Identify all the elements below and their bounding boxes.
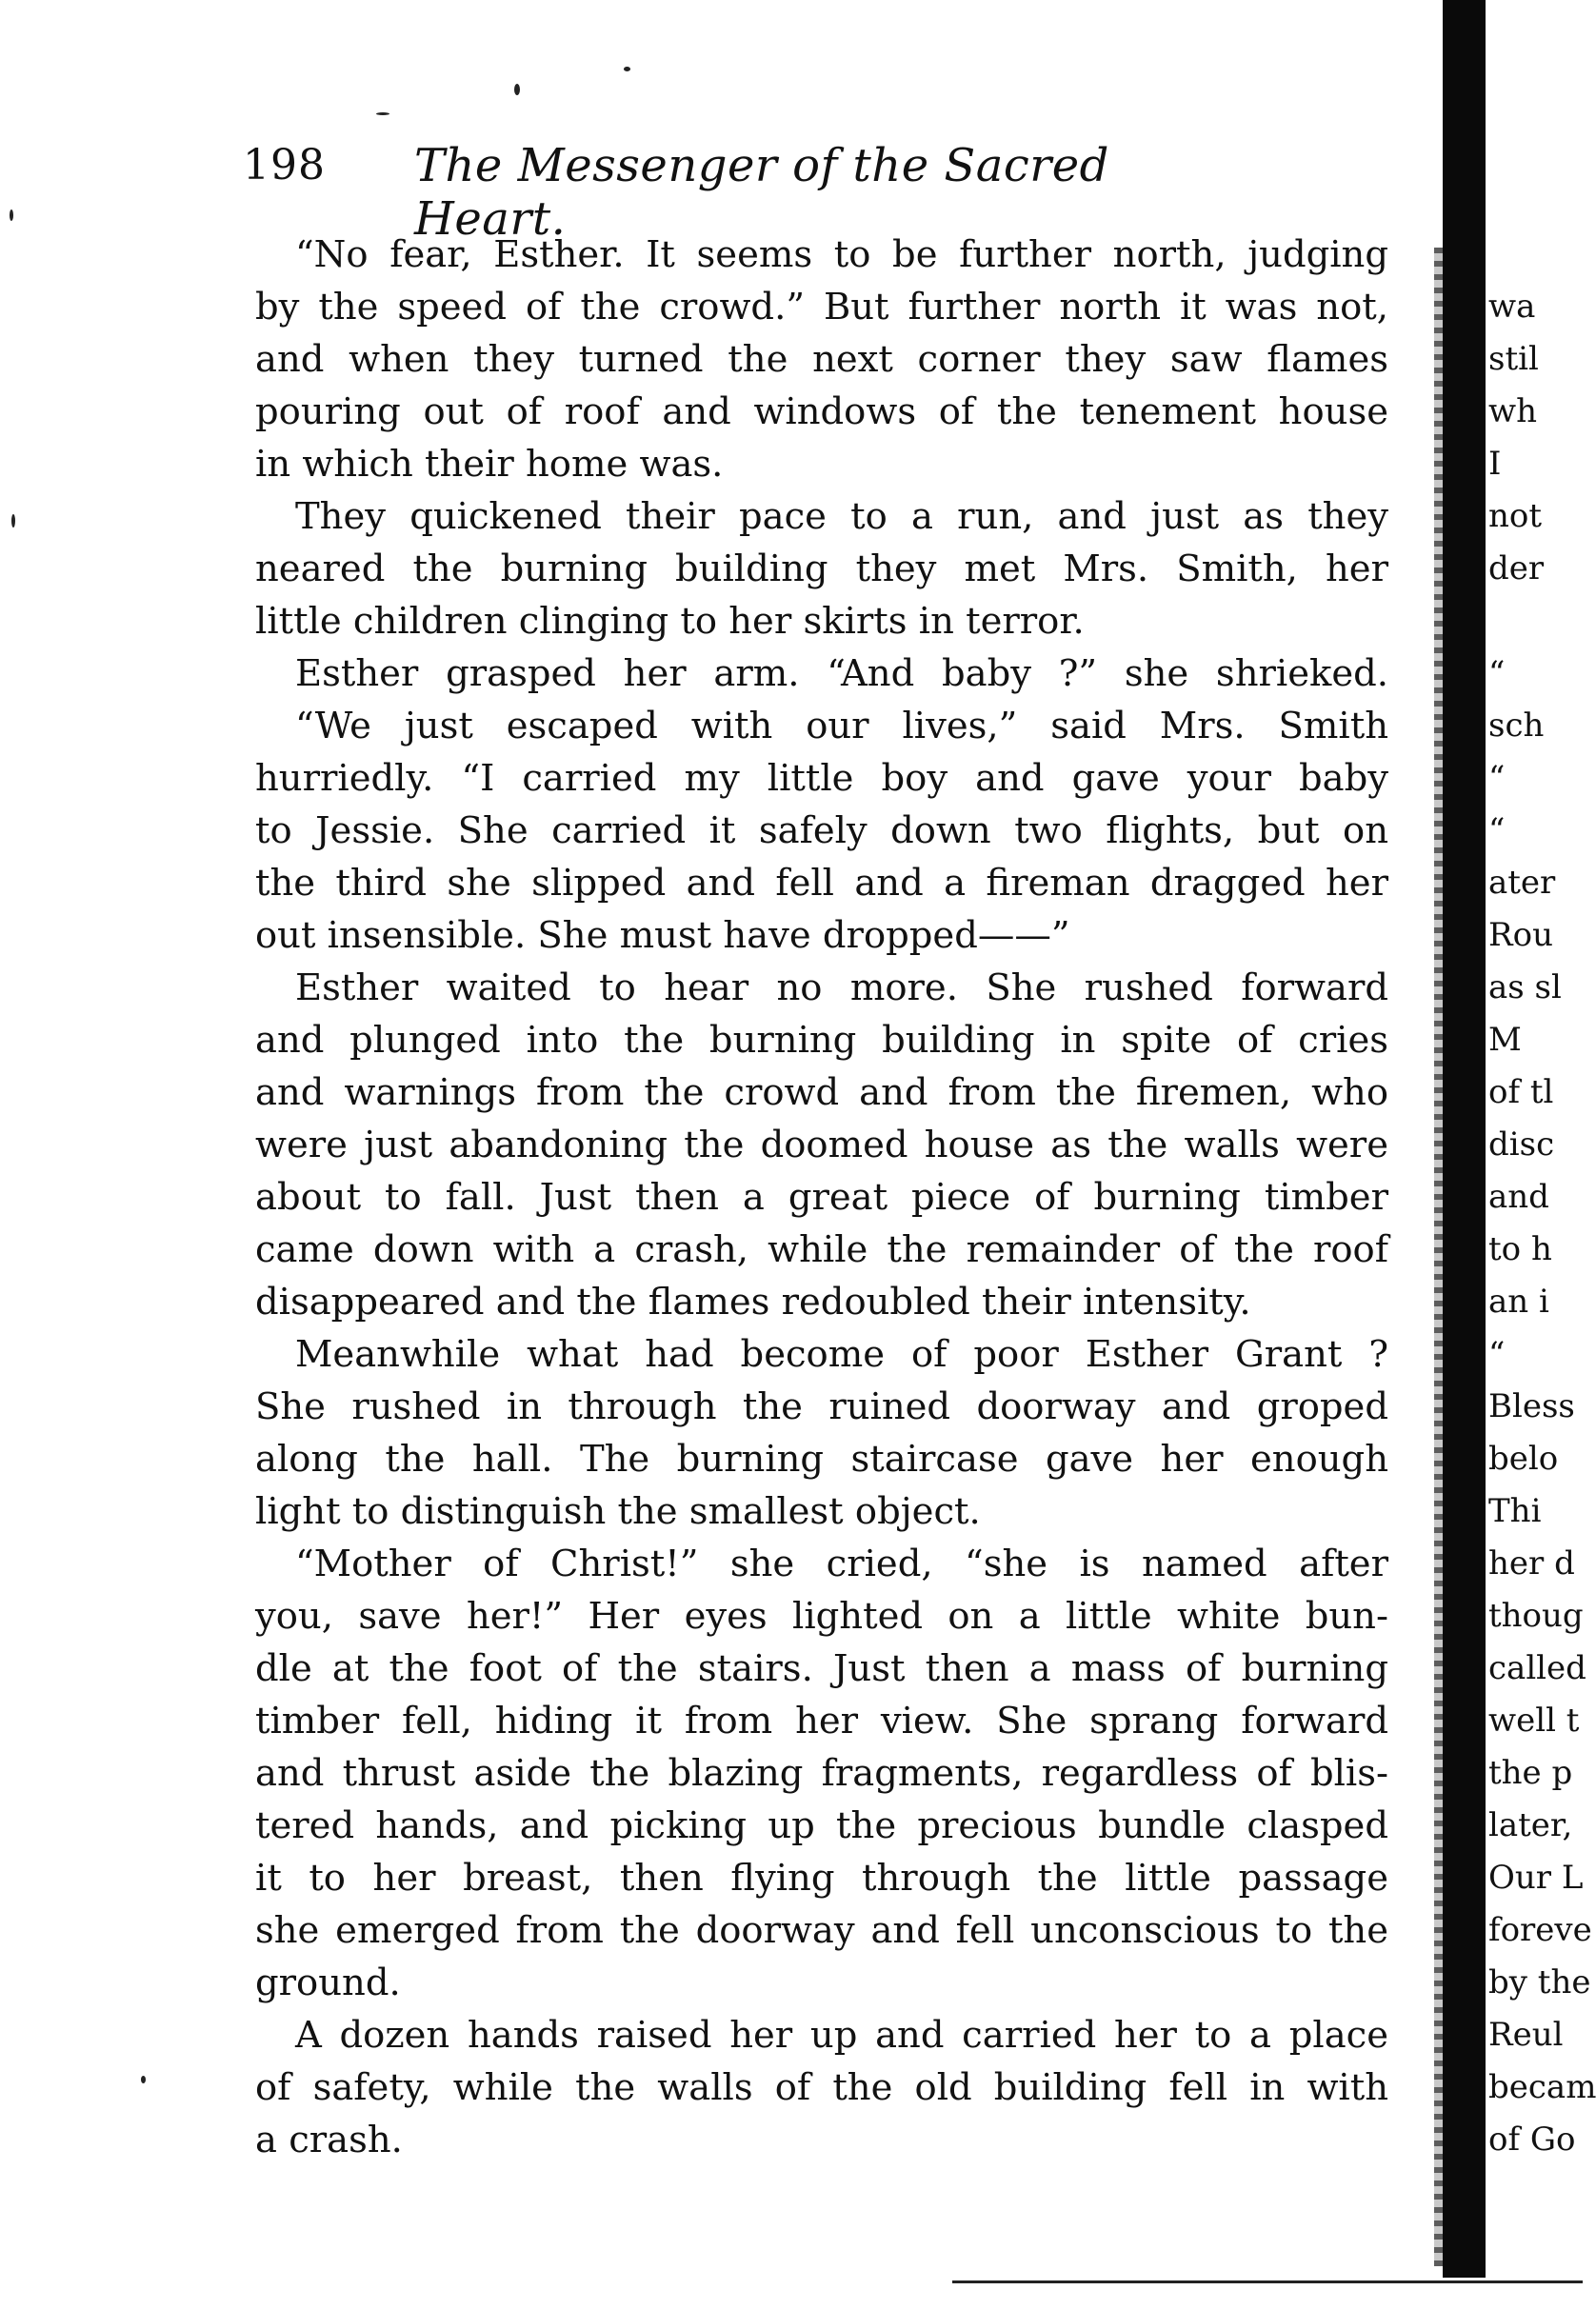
- text-line: light to distinguish the smallest object.: [255, 1490, 981, 1533]
- facing-page-text-line: thoug: [1488, 1597, 1584, 1635]
- text-line: timber fell, hiding it from her view. She sprang forward: [255, 1700, 1388, 1742]
- text-line: the third she slipped and fell and a fireman dragged her: [255, 862, 1388, 905]
- text-line: dle at the foot of the stairs. Just then a mass of burning: [255, 1647, 1388, 1690]
- text-line: She rushed in through the ruined doorway and groped: [255, 1385, 1388, 1428]
- facing-page-text-line: M: [1488, 1021, 1522, 1059]
- text-line: They quickened their pace to a run, and just as they: [295, 495, 1388, 538]
- facing-page-text-line: “: [1488, 759, 1506, 797]
- facing-page-text-line: [1488, 595, 1583, 647]
- facing-page-text-line: Rou: [1488, 916, 1553, 954]
- scan-speck: [141, 2076, 146, 2083]
- running-header: [243, 133, 1252, 246]
- text-line: Esther waited to hear no more. She rushed forward: [295, 966, 1388, 1009]
- facing-page-text-line: [1488, 229, 1583, 281]
- text-line: little children clinging to her skirts in terror.: [255, 600, 1085, 643]
- facing-page-text-line: I: [1488, 445, 1502, 483]
- text-line: it to her breast, then flying through the little passage: [255, 1857, 1388, 1900]
- text-line: a crash.: [255, 2119, 403, 2161]
- facing-page-text-line: belo: [1488, 1440, 1559, 1478]
- facing-page-text-line: Reul: [1488, 2016, 1564, 2054]
- text-line: you, save her!” Her eyes lighted on a little white bun-: [255, 1595, 1388, 1638]
- text-line: in which their home was.: [255, 443, 724, 486]
- text-line: came down with a crash, while the remainder of the roof: [255, 1228, 1388, 1271]
- text-line: tered hands, and picking up the precious bundle clasped: [255, 1804, 1388, 1847]
- facing-page-text-line: stil: [1488, 340, 1539, 378]
- facing-page-text-line: Our L: [1488, 1859, 1584, 1897]
- text-line: she emerged from the doorway and fell unconscious to the: [255, 1909, 1388, 1952]
- facing-page-text-line: der: [1488, 549, 1545, 587]
- facing-page-text-line: wh: [1488, 392, 1537, 430]
- facing-page-text-line: not: [1488, 497, 1543, 535]
- facing-page-fragment: [1488, 229, 1596, 2166]
- facing-page-text-line: later,: [1488, 1806, 1573, 1844]
- text-line: hurriedly. “I carried my little boy and gave your baby: [255, 757, 1388, 800]
- scan-speck: [11, 514, 15, 528]
- facing-page-text-line: “: [1488, 1335, 1506, 1373]
- book-binding-shadow: [1443, 0, 1486, 2278]
- page-gutter-edge: [1434, 248, 1443, 2266]
- text-line: to Jessie. She carried it safely down two flights, but on: [255, 809, 1388, 852]
- facing-page-text-line: by the: [1488, 1963, 1591, 2001]
- facing-page-text-line: sch: [1488, 707, 1545, 745]
- body-text: [255, 229, 1388, 2166]
- facing-page-text-line: Thi: [1488, 1492, 1542, 1530]
- text-line: pouring out of roof and windows of the tenement house: [255, 390, 1388, 433]
- facing-page-text-line: disc: [1488, 1125, 1555, 1164]
- facing-page-text-line: an i: [1488, 1283, 1549, 1321]
- text-line: by the speed of the crowd.” But further north it was not,: [255, 286, 1388, 329]
- text-line: A dozen hands raised her up and carried her to a place: [295, 2014, 1388, 2057]
- text-line: neared the burning building they met Mrs. Smith, her: [255, 548, 1388, 590]
- facing-page-text-line: wa: [1488, 288, 1536, 326]
- text-line: and plunged into the burning building in spite of cries: [255, 1019, 1388, 1062]
- facing-page-text-line: “: [1488, 654, 1506, 692]
- text-line: “Mother of Christ!” she cried, “she is named after: [295, 1543, 1388, 1585]
- text-line: of safety, while the walls of the old building fell in with: [255, 2066, 1388, 2109]
- facing-page-text-line: ater: [1488, 864, 1556, 902]
- facing-page-text-line: as sl: [1488, 968, 1562, 1006]
- facing-page-text-line: “: [1488, 811, 1506, 849]
- text-line: disappeared and the flames redoubled their intensity.: [255, 1281, 1251, 1324]
- facing-page-text-line: well t: [1488, 1702, 1580, 1740]
- text-line: out insensible. She must have dropped——”: [255, 914, 1070, 957]
- text-line: “We just escaped with our lives,” said Mrs. Smith: [295, 705, 1388, 747]
- text-line: ground.: [255, 1962, 401, 2004]
- bottom-rule: [952, 2280, 1583, 2283]
- facing-page-text-line: called: [1488, 1649, 1586, 1687]
- scan-speck: [514, 84, 520, 95]
- facing-page-text-line: of Go: [1488, 2121, 1576, 2159]
- text-line: and thrust aside the blazing fragments, regardless of blis-: [255, 1752, 1388, 1795]
- facing-page-text-line: her d: [1488, 1544, 1575, 1583]
- running-title: The Messenger of the Sacred Heart.: [414, 139, 1109, 246]
- facing-page-text-line: of tl: [1488, 1073, 1554, 1111]
- page-number: 198: [243, 141, 326, 189]
- facing-page-text-line: becam: [1488, 2068, 1596, 2106]
- scan-speck: [624, 67, 630, 71]
- scan-speck: [376, 112, 389, 115]
- text-line: along the hall. The burning staircase gave her enough: [255, 1438, 1388, 1481]
- text-line: were just abandoning the doomed house as the walls were: [255, 1124, 1388, 1166]
- text-line: Meanwhile what had become of poor Esther Grant ?: [295, 1333, 1388, 1376]
- text-line: Esther grasped her arm. “And baby ?” she shrieked.: [295, 652, 1388, 695]
- text-line: and warnings from the crowd and from the firemen, who: [255, 1071, 1388, 1114]
- facing-page-text-line: to h: [1488, 1230, 1552, 1268]
- facing-page-text-line: and: [1488, 1178, 1549, 1216]
- facing-page-text-line: Bless: [1488, 1387, 1575, 1425]
- scan-speck: [10, 209, 13, 221]
- text-line: “No fear, Esther. It seems to be further north, judging: [295, 233, 1388, 276]
- facing-page-text-line: foreve: [1488, 1911, 1592, 1949]
- text-line: and when they turned the next corner they saw flames: [255, 338, 1388, 381]
- text-line: about to fall. Just then a great piece of burning timber: [255, 1176, 1388, 1219]
- facing-page-text-line: the p: [1488, 1754, 1573, 1792]
